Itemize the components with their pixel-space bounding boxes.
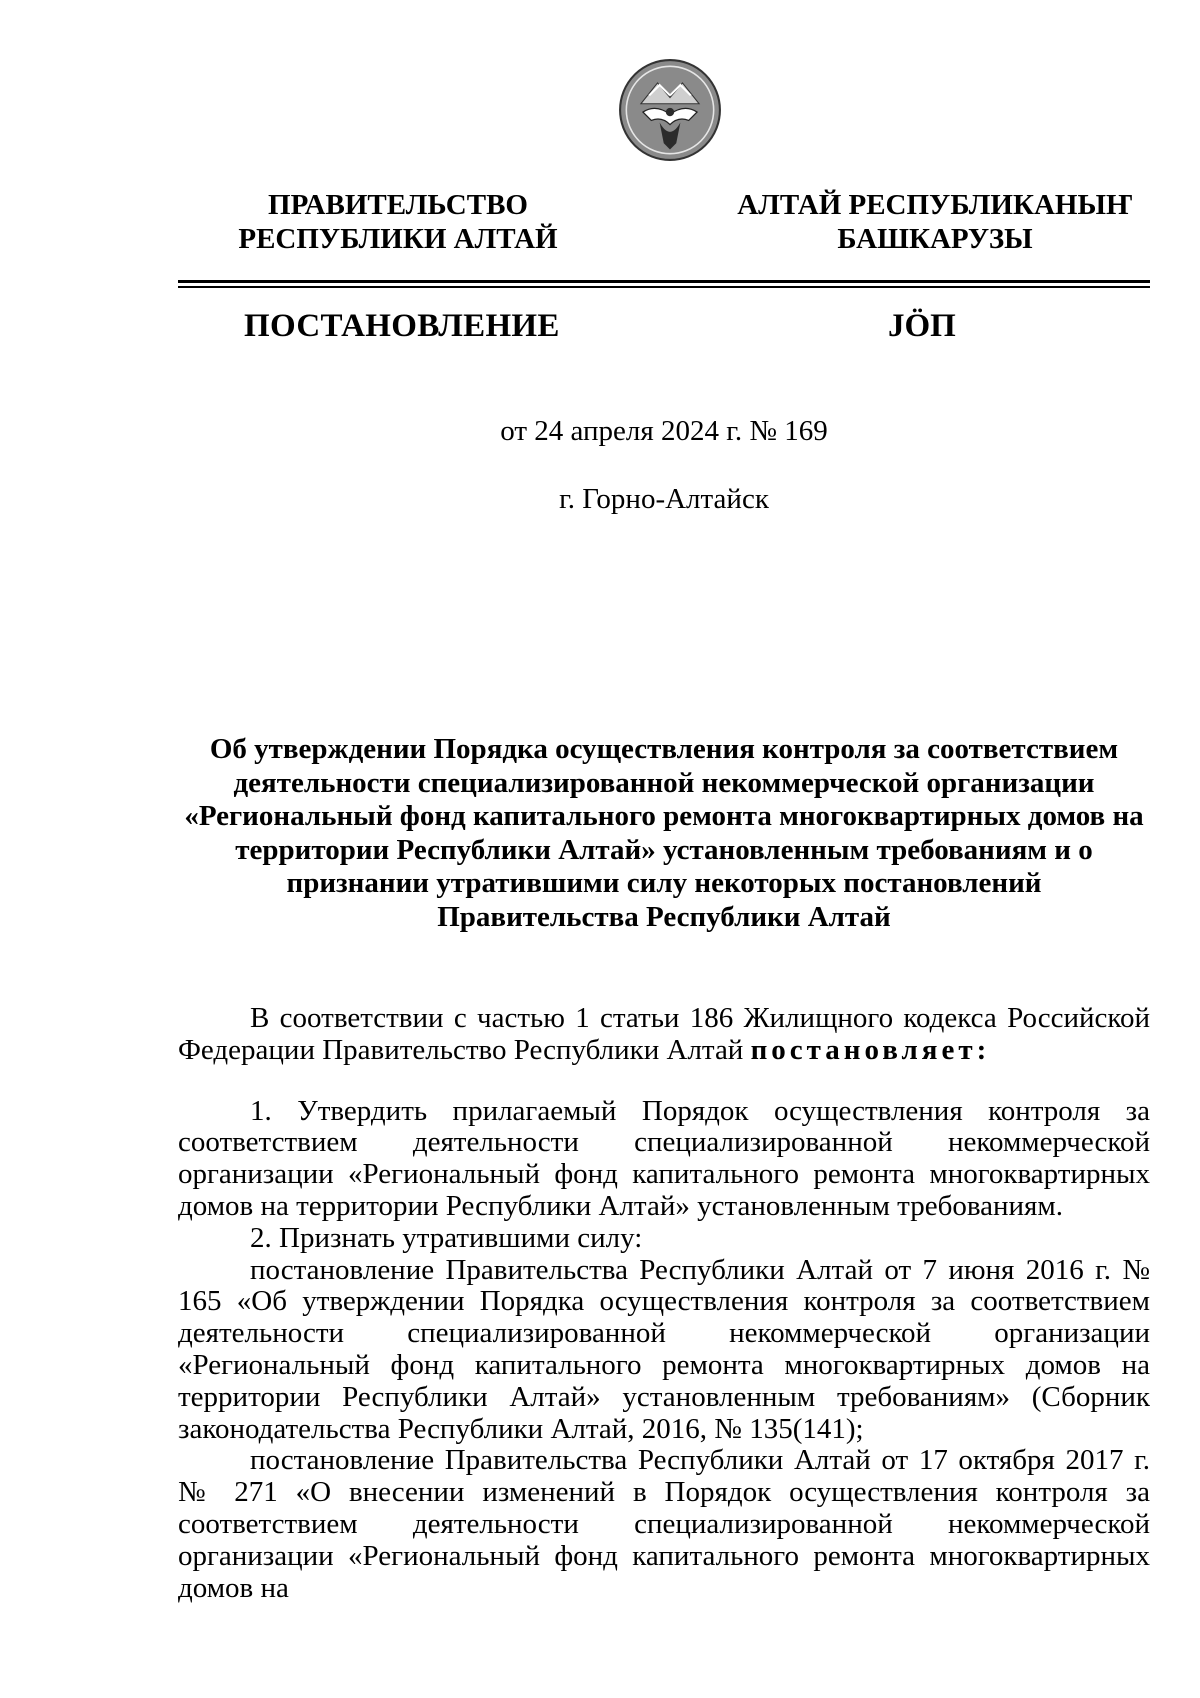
title-line-1: Об утверждении Порядка осуществления контроля за соответствием [209,733,1119,765]
header-divider-thin [178,286,1150,288]
preamble-text: В соответствии с частью 1 статьи 186 Жилищного кодекса Российской Федерации Правительство Республики Алтай [178,1002,1150,1066]
doc-type-russian: ПОСТАНОВЛЕНИЕ [244,308,560,344]
document-body [178,1003,1150,1604]
doc-type-altai: JÖП [888,308,956,344]
title-line-2: деятельности специализированной некоммерческой организации [233,766,1095,799]
date-and-number: от 24 апреля 2024 г. № 169 [500,415,828,447]
government-name-altai [715,188,1155,256]
government-name-russian [178,188,618,256]
title-line-3: «Региональный фонд капитального ремонта многоквартирных домов на [184,800,1144,833]
title-line-4: территории Республики Алтай» установленным требованиям и о [235,833,1093,866]
paragraph-4: постановление Правительства Республики Алтай от 17 октября 2017 г. № 271 «О внесении изменений в Порядок осуществления контроля за соответствием деятельности специализированной некоммерческой организации «Региональный фонд капитального ремонта многоквартирных домов на [178,1444,1150,1604]
header-divider-thick [178,280,1150,283]
title-line-5: признании утратившими силу некоторых постановлений [286,867,1042,900]
preamble [178,1003,1150,1067]
paragraph-1: 1. Утвердить прилагаемый Порядок осуществления контроля за соответствием деятельности специализированной некоммерческой организации «Региональный фонд капитального ремонта многоквартирных домов на территории Республики Алтай» установленным требованиям. [178,1094,1150,1222]
paragraph-3: постановление Правительства Республики Алтай от 7 июня 2016 г. № 165 «Об утверждении Порядка осуществления контроля за соответствием деятельности специализированной некоммерческой организации «Региональный фонд капитального ремонта многоквартирных домов на территории Республики Алтай» установленным требованиям» (Сборник законодательства Республики Алтай, 2016, № 135(141); [178,1253,1150,1445]
city: г. Горно-Алтайск [559,483,769,515]
header-left-line-1: ПРАВИТЕЛЬСТВО [268,189,528,221]
header-right-line-2: БАШКАРУЗЫ [837,223,1033,255]
header-left-line-2: РЕСПУБЛИКИ АЛТАЙ [238,223,558,255]
title-line-6: Правительства Республики Алтай [437,900,891,933]
header-right-line-1: АЛТАЙ РЕСПУБЛИКАНЫҤ [737,189,1133,221]
coat-of-arms-icon [618,58,722,162]
paragraph-2: 2. Признать утратившими силу: [250,1221,643,1254]
document-title [178,733,1150,935]
preamble-emphasis: постановляет: [750,1033,991,1066]
